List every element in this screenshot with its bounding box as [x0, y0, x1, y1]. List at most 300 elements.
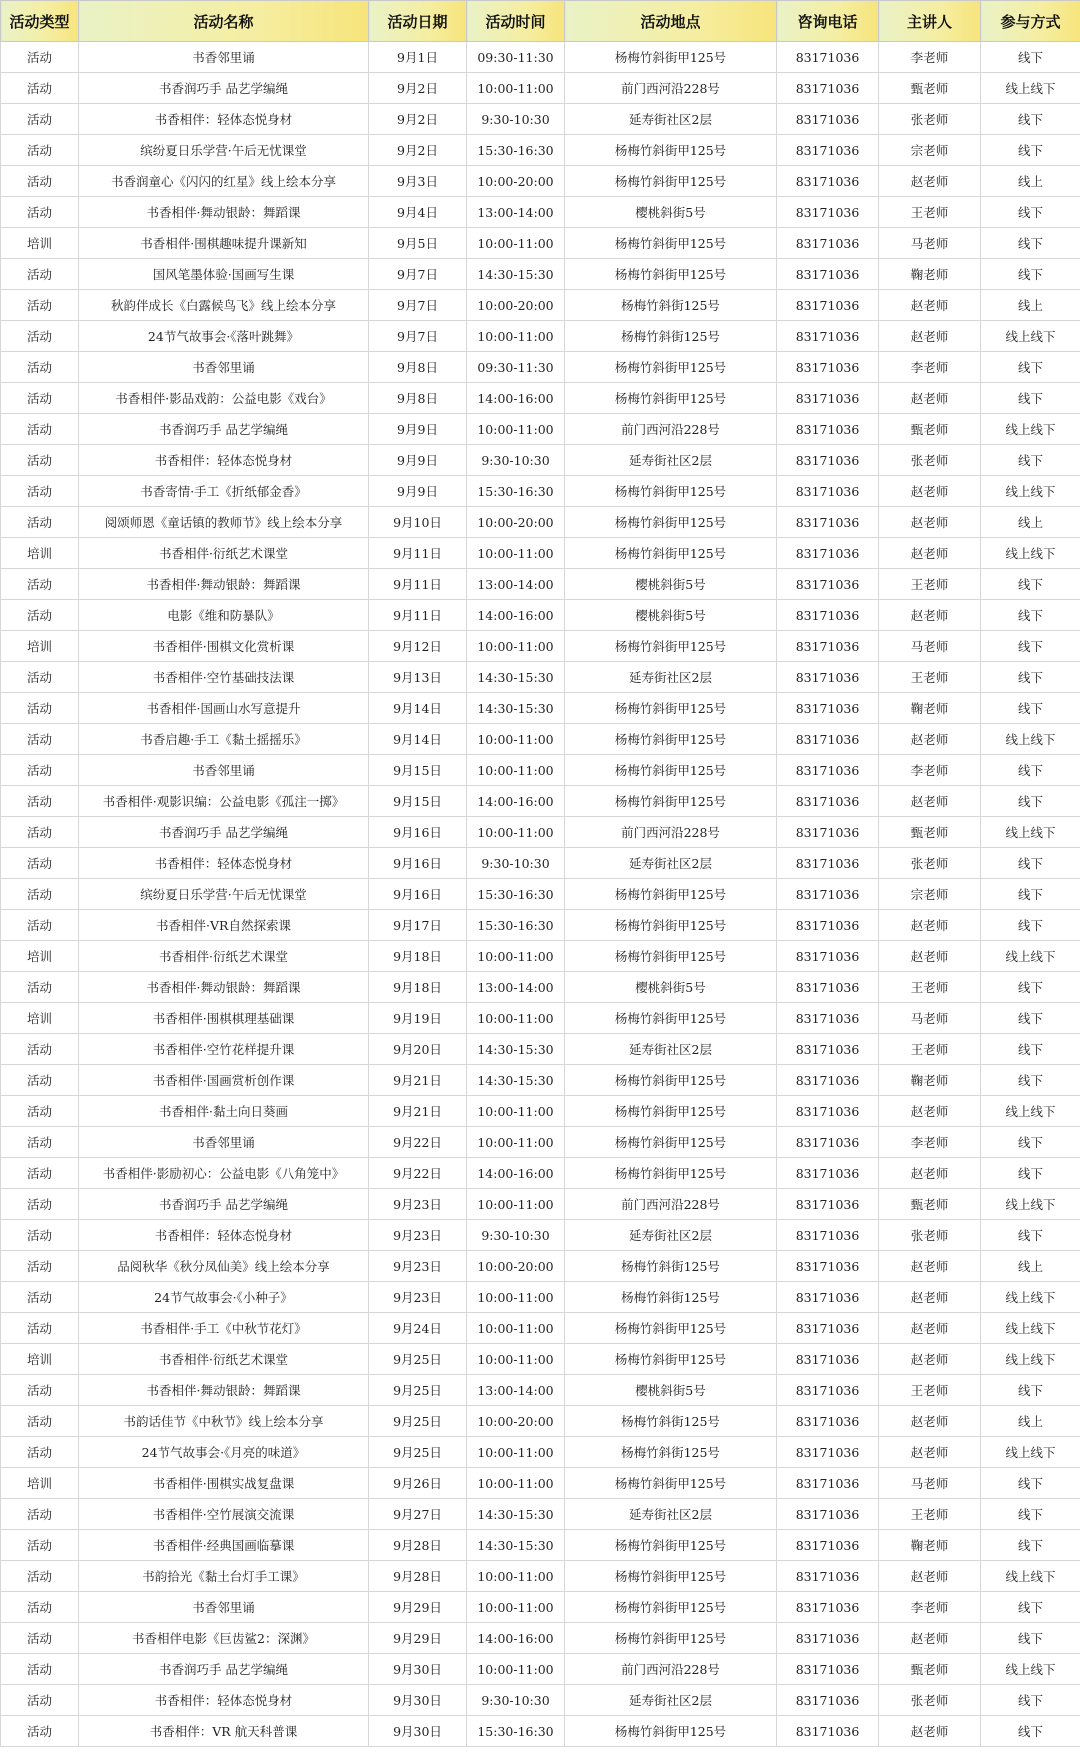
- cell-type: 活动: [1, 445, 79, 476]
- cell-type: 活动: [1, 724, 79, 755]
- table-row: [1, 972, 1080, 1003]
- cell-name: 书香邻里诵: [79, 755, 369, 786]
- cell-name: 书香相伴·围棋趣味提升课新知: [79, 228, 369, 259]
- cell-time: 13:00-14:00: [467, 569, 565, 600]
- cell-date: 9月7日: [369, 290, 467, 321]
- cell-speaker: 赵老师: [879, 1437, 981, 1468]
- cell-speaker: 赵老师: [879, 383, 981, 414]
- cell-mode: 线上线下: [981, 1096, 1080, 1127]
- cell-type: 活动: [1, 383, 79, 414]
- cell-type: 活动: [1, 755, 79, 786]
- cell-mode: 线下: [981, 662, 1080, 693]
- table-row: [1, 1499, 1080, 1530]
- cell-mode: 线上线下: [981, 414, 1080, 445]
- cell-name: 书香寄情·手工《折纸郁金香》: [79, 476, 369, 507]
- cell-mode: 线下: [981, 135, 1080, 166]
- cell-mode: 线下: [981, 910, 1080, 941]
- header-name: 活动名称: [79, 1, 369, 42]
- cell-name: 书香相伴：轻体态悦身材: [79, 104, 369, 135]
- cell-mode: 线下: [981, 197, 1080, 228]
- cell-mode: 线下: [981, 445, 1080, 476]
- cell-mode: 线上: [981, 1406, 1080, 1437]
- cell-type: 活动: [1, 1127, 79, 1158]
- cell-type: 活动: [1, 197, 79, 228]
- cell-time: 10:00-20:00: [467, 1406, 565, 1437]
- cell-name: 书香润巧手 品艺学编绳: [79, 73, 369, 104]
- cell-speaker: 宗老师: [879, 879, 981, 910]
- cell-name: 24节气故事会·《落叶跳舞》: [79, 321, 369, 352]
- cell-name: 书韵拾光《黏土台灯手工课》: [79, 1561, 369, 1592]
- cell-location: 延寿街社区2层: [565, 1685, 777, 1716]
- cell-phone: 83171036: [777, 693, 879, 724]
- table-row: [1, 1716, 1080, 1747]
- cell-mode: 线下: [981, 1716, 1080, 1747]
- cell-time: 10:00-11:00: [467, 538, 565, 569]
- header-location: 活动地点: [565, 1, 777, 42]
- table-row: [1, 848, 1080, 879]
- table-row: [1, 1375, 1080, 1406]
- cell-speaker: 马老师: [879, 1003, 981, 1034]
- cell-phone: 83171036: [777, 1065, 879, 1096]
- table-row: [1, 321, 1080, 352]
- cell-time: 10:00-11:00: [467, 1189, 565, 1220]
- cell-date: 9月25日: [369, 1406, 467, 1437]
- cell-speaker: 赵老师: [879, 538, 981, 569]
- cell-location: 樱桃斜街5号: [565, 972, 777, 1003]
- cell-location: 樱桃斜街5号: [565, 197, 777, 228]
- cell-type: 活动: [1, 1654, 79, 1685]
- table-row: [1, 445, 1080, 476]
- cell-location: 杨梅竹斜街甲125号: [565, 507, 777, 538]
- cell-location: 杨梅竹斜街甲125号: [565, 1065, 777, 1096]
- cell-time: 10:00-11:00: [467, 1096, 565, 1127]
- cell-name: 书香相伴·VR自然探索课: [79, 910, 369, 941]
- cell-phone: 83171036: [777, 1437, 879, 1468]
- cell-speaker: 鞠老师: [879, 1530, 981, 1561]
- cell-type: 活动: [1, 786, 79, 817]
- cell-phone: 83171036: [777, 1561, 879, 1592]
- cell-date: 9月7日: [369, 259, 467, 290]
- cell-speaker: 马老师: [879, 228, 981, 259]
- cell-type: 活动: [1, 1251, 79, 1282]
- cell-date: 9月22日: [369, 1127, 467, 1158]
- cell-time: 10:00-20:00: [467, 166, 565, 197]
- table-row: [1, 1530, 1080, 1561]
- cell-type: 培训: [1, 228, 79, 259]
- cell-time: 10:00-11:00: [467, 1654, 565, 1685]
- cell-time: 14:30-15:30: [467, 1530, 565, 1561]
- cell-type: 培训: [1, 631, 79, 662]
- cell-date: 9月11日: [369, 600, 467, 631]
- cell-location: 杨梅竹斜街甲125号: [565, 259, 777, 290]
- cell-location: 杨梅竹斜街125号: [565, 321, 777, 352]
- cell-time: 15:30-16:30: [467, 476, 565, 507]
- table-row: [1, 1065, 1080, 1096]
- table-row: [1, 1685, 1080, 1716]
- cell-location: 杨梅竹斜街甲125号: [565, 1096, 777, 1127]
- cell-speaker: 王老师: [879, 972, 981, 1003]
- cell-location: 杨梅竹斜街甲125号: [565, 1592, 777, 1623]
- cell-mode: 线下: [981, 42, 1080, 73]
- cell-name: 24节气故事会·《月亮的味道》: [79, 1437, 369, 1468]
- cell-location: 杨梅竹斜街甲125号: [565, 476, 777, 507]
- cell-time: 9:30-10:30: [467, 1220, 565, 1251]
- cell-phone: 83171036: [777, 879, 879, 910]
- header-time: 活动时间: [467, 1, 565, 42]
- table-row: [1, 1127, 1080, 1158]
- cell-mode: 线下: [981, 1065, 1080, 1096]
- cell-date: 9月1日: [369, 42, 467, 73]
- table-row: [1, 507, 1080, 538]
- cell-mode: 线下: [981, 1034, 1080, 1065]
- cell-type: 培训: [1, 941, 79, 972]
- cell-phone: 83171036: [777, 197, 879, 228]
- cell-name: 书香相伴·舞动银龄：舞蹈课: [79, 1375, 369, 1406]
- cell-speaker: 赵老师: [879, 1313, 981, 1344]
- cell-name: 书香相伴：轻体态悦身材: [79, 445, 369, 476]
- cell-time: 10:00-11:00: [467, 1561, 565, 1592]
- table-row: [1, 1003, 1080, 1034]
- cell-time: 14:30-15:30: [467, 1034, 565, 1065]
- header-date: 活动日期: [369, 1, 467, 42]
- cell-type: 活动: [1, 972, 79, 1003]
- cell-time: 10:00-11:00: [467, 631, 565, 662]
- table-row: [1, 1034, 1080, 1065]
- table-row: [1, 1313, 1080, 1344]
- cell-phone: 83171036: [777, 1406, 879, 1437]
- cell-mode: 线上线下: [981, 1561, 1080, 1592]
- cell-location: 杨梅竹斜街甲125号: [565, 755, 777, 786]
- cell-speaker: 赵老师: [879, 1158, 981, 1189]
- table-row: [1, 414, 1080, 445]
- cell-phone: 83171036: [777, 662, 879, 693]
- cell-date: 9月24日: [369, 1313, 467, 1344]
- cell-type: 活动: [1, 879, 79, 910]
- cell-phone: 83171036: [777, 1189, 879, 1220]
- cell-time: 10:00-11:00: [467, 228, 565, 259]
- cell-type: 活动: [1, 1592, 79, 1623]
- table-row: [1, 1406, 1080, 1437]
- cell-speaker: 张老师: [879, 445, 981, 476]
- cell-name: 书香润童心《闪闪的红星》线上绘本分享: [79, 166, 369, 197]
- cell-mode: 线上线下: [981, 1282, 1080, 1313]
- cell-name: 阅颂师恩《童话镇的教师节》线上绘本分享: [79, 507, 369, 538]
- cell-location: 杨梅竹斜街甲125号: [565, 383, 777, 414]
- table-row: [1, 290, 1080, 321]
- cell-date: 9月28日: [369, 1530, 467, 1561]
- cell-speaker: 王老师: [879, 1499, 981, 1530]
- cell-date: 9月22日: [369, 1158, 467, 1189]
- cell-name: 书香相伴·经典国画临摹课: [79, 1530, 369, 1561]
- cell-type: 活动: [1, 1499, 79, 1530]
- cell-time: 10:00-11:00: [467, 1344, 565, 1375]
- cell-time: 10:00-11:00: [467, 1282, 565, 1313]
- table-row: [1, 1468, 1080, 1499]
- cell-phone: 83171036: [777, 1375, 879, 1406]
- cell-mode: 线下: [981, 1468, 1080, 1499]
- cell-location: 杨梅竹斜街甲125号: [565, 1127, 777, 1158]
- cell-type: 活动: [1, 507, 79, 538]
- cell-date: 9月17日: [369, 910, 467, 941]
- cell-speaker: 赵老师: [879, 1623, 981, 1654]
- cell-location: 杨梅竹斜街125号: [565, 1251, 777, 1282]
- cell-time: 10:00-11:00: [467, 1592, 565, 1623]
- cell-date: 9月25日: [369, 1344, 467, 1375]
- cell-time: 14:00-16:00: [467, 786, 565, 817]
- cell-phone: 83171036: [777, 135, 879, 166]
- cell-location: 杨梅竹斜街甲125号: [565, 693, 777, 724]
- cell-time: 10:00-20:00: [467, 507, 565, 538]
- header-speaker: 主讲人: [879, 1, 981, 42]
- table-row: [1, 1158, 1080, 1189]
- header-row: [1, 1, 1080, 42]
- cell-phone: 83171036: [777, 1003, 879, 1034]
- cell-name: 书香相伴·空竹花样提升课: [79, 1034, 369, 1065]
- cell-mode: 线下: [981, 1375, 1080, 1406]
- table-row: [1, 73, 1080, 104]
- cell-date: 9月23日: [369, 1282, 467, 1313]
- cell-name: 书香润巧手 品艺学编绳: [79, 817, 369, 848]
- cell-phone: 83171036: [777, 352, 879, 383]
- cell-location: 延寿街社区2层: [565, 104, 777, 135]
- cell-mode: 线上线下: [981, 1344, 1080, 1375]
- cell-speaker: 李老师: [879, 1592, 981, 1623]
- cell-date: 9月27日: [369, 1499, 467, 1530]
- cell-location: 杨梅竹斜街甲125号: [565, 352, 777, 383]
- cell-phone: 83171036: [777, 1530, 879, 1561]
- cell-date: 9月10日: [369, 507, 467, 538]
- cell-type: 活动: [1, 321, 79, 352]
- cell-type: 活动: [1, 1375, 79, 1406]
- cell-speaker: 赵老师: [879, 724, 981, 755]
- cell-time: 13:00-14:00: [467, 1375, 565, 1406]
- cell-location: 杨梅竹斜街甲125号: [565, 538, 777, 569]
- cell-location: 杨梅竹斜街125号: [565, 290, 777, 321]
- cell-location: 延寿街社区2层: [565, 1220, 777, 1251]
- cell-name: 书香相伴·舞动银龄：舞蹈课: [79, 197, 369, 228]
- cell-mode: 线下: [981, 755, 1080, 786]
- cell-speaker: 赵老师: [879, 1406, 981, 1437]
- cell-time: 13:00-14:00: [467, 972, 565, 1003]
- cell-phone: 83171036: [777, 538, 879, 569]
- cell-phone: 83171036: [777, 1592, 879, 1623]
- cell-time: 10:00-11:00: [467, 414, 565, 445]
- table-row: [1, 166, 1080, 197]
- cell-mode: 线上线下: [981, 1189, 1080, 1220]
- cell-mode: 线下: [981, 104, 1080, 135]
- cell-date: 9月15日: [369, 755, 467, 786]
- cell-speaker: 赵老师: [879, 476, 981, 507]
- cell-time: 14:00-16:00: [467, 1158, 565, 1189]
- cell-name: 书香润巧手 品艺学编绳: [79, 414, 369, 445]
- cell-speaker: 王老师: [879, 1375, 981, 1406]
- cell-date: 9月8日: [369, 383, 467, 414]
- cell-location: 杨梅竹斜街甲125号: [565, 1468, 777, 1499]
- cell-date: 9月28日: [369, 1561, 467, 1592]
- cell-date: 9月21日: [369, 1065, 467, 1096]
- cell-time: 10:00-11:00: [467, 73, 565, 104]
- cell-location: 杨梅竹斜街甲125号: [565, 1623, 777, 1654]
- cell-type: 活动: [1, 1034, 79, 1065]
- cell-speaker: 马老师: [879, 631, 981, 662]
- cell-type: 活动: [1, 73, 79, 104]
- cell-mode: 线下: [981, 786, 1080, 817]
- cell-date: 9月30日: [369, 1685, 467, 1716]
- cell-location: 杨梅竹斜街甲125号: [565, 1158, 777, 1189]
- cell-date: 9月11日: [369, 538, 467, 569]
- cell-time: 15:30-16:30: [467, 910, 565, 941]
- cell-mode: 线下: [981, 879, 1080, 910]
- cell-speaker: 宗老师: [879, 135, 981, 166]
- cell-name: 书香相伴·围棋棋理基础课: [79, 1003, 369, 1034]
- cell-speaker: 甄老师: [879, 73, 981, 104]
- cell-name: 国风笔墨体验·国画写生课: [79, 259, 369, 290]
- cell-phone: 83171036: [777, 73, 879, 104]
- cell-location: 杨梅竹斜街甲125号: [565, 1003, 777, 1034]
- cell-date: 9月8日: [369, 352, 467, 383]
- cell-mode: 线下: [981, 228, 1080, 259]
- cell-phone: 83171036: [777, 1034, 879, 1065]
- cell-location: 樱桃斜街5号: [565, 1375, 777, 1406]
- cell-location: 樱桃斜街5号: [565, 600, 777, 631]
- header-phone: 咨询电话: [777, 1, 879, 42]
- cell-mode: 线下: [981, 1003, 1080, 1034]
- cell-phone: 83171036: [777, 1499, 879, 1530]
- cell-location: 前门西河沿228号: [565, 414, 777, 445]
- cell-location: 杨梅竹斜街甲125号: [565, 1561, 777, 1592]
- cell-mode: 线上线下: [981, 73, 1080, 104]
- table-row: [1, 1592, 1080, 1623]
- cell-date: 9月13日: [369, 662, 467, 693]
- cell-time: 10:00-11:00: [467, 941, 565, 972]
- cell-name: 书香润巧手 品艺学编绳: [79, 1654, 369, 1685]
- cell-name: 书韵话佳节《中秋节》线上绘本分享: [79, 1406, 369, 1437]
- table-row: [1, 662, 1080, 693]
- cell-type: 活动: [1, 600, 79, 631]
- cell-name: 书香相伴·空竹基础技法课: [79, 662, 369, 693]
- cell-phone: 83171036: [777, 755, 879, 786]
- cell-type: 活动: [1, 817, 79, 848]
- cell-name: 书香相伴·影品戏韵：公益电影《戏台》: [79, 383, 369, 414]
- cell-phone: 83171036: [777, 42, 879, 73]
- cell-mode: 线下: [981, 259, 1080, 290]
- cell-name: 书香邻里诵: [79, 1127, 369, 1158]
- cell-date: 9月9日: [369, 476, 467, 507]
- cell-phone: 83171036: [777, 910, 879, 941]
- cell-mode: 线上线下: [981, 941, 1080, 972]
- cell-name: 书香相伴·手工《中秋节花灯》: [79, 1313, 369, 1344]
- cell-date: 9月30日: [369, 1654, 467, 1685]
- cell-speaker: 甄老师: [879, 1654, 981, 1685]
- cell-mode: 线下: [981, 352, 1080, 383]
- cell-name: 书香相伴·空竹展演交流课: [79, 1499, 369, 1530]
- cell-type: 活动: [1, 259, 79, 290]
- cell-date: 9月16日: [369, 848, 467, 879]
- table-row: [1, 104, 1080, 135]
- table-row: [1, 755, 1080, 786]
- cell-date: 9月5日: [369, 228, 467, 259]
- cell-name: 缤纷夏日乐学营·午后无忧课堂: [79, 135, 369, 166]
- cell-type: 活动: [1, 135, 79, 166]
- cell-time: 14:30-15:30: [467, 662, 565, 693]
- cell-mode: 线下: [981, 1127, 1080, 1158]
- cell-name: 书香相伴·观影识编：公益电影《孤注一掷》: [79, 786, 369, 817]
- cell-time: 10:00-11:00: [467, 1437, 565, 1468]
- cell-phone: 83171036: [777, 476, 879, 507]
- table-row: [1, 724, 1080, 755]
- cell-speaker: 马老师: [879, 1468, 981, 1499]
- cell-date: 9月11日: [369, 569, 467, 600]
- table-header: [1, 1, 1080, 42]
- cell-location: 延寿街社区2层: [565, 1034, 777, 1065]
- cell-date: 9月4日: [369, 197, 467, 228]
- table-row: [1, 352, 1080, 383]
- cell-type: 活动: [1, 42, 79, 73]
- cell-name: 品阅秋华《秋分凤仙美》线上绘本分享: [79, 1251, 369, 1282]
- table-row: [1, 1282, 1080, 1313]
- cell-mode: 线下: [981, 1623, 1080, 1654]
- cell-speaker: 赵老师: [879, 1282, 981, 1313]
- cell-date: 9月18日: [369, 941, 467, 972]
- cell-location: 延寿街社区2层: [565, 1499, 777, 1530]
- cell-date: 9月9日: [369, 414, 467, 445]
- table-row: [1, 817, 1080, 848]
- cell-type: 活动: [1, 1437, 79, 1468]
- cell-mode: 线上: [981, 166, 1080, 197]
- cell-name: 书香相伴：轻体态悦身材: [79, 1220, 369, 1251]
- cell-time: 9:30-10:30: [467, 104, 565, 135]
- cell-mode: 线下: [981, 1158, 1080, 1189]
- cell-phone: 83171036: [777, 1313, 879, 1344]
- cell-mode: 线上: [981, 507, 1080, 538]
- table-row: [1, 135, 1080, 166]
- cell-phone: 83171036: [777, 290, 879, 321]
- cell-type: 活动: [1, 1096, 79, 1127]
- cell-name: 电影《维和防暴队》: [79, 600, 369, 631]
- cell-name: 书香相伴·影励初心：公益电影《八角笼中》: [79, 1158, 369, 1189]
- table-row: [1, 383, 1080, 414]
- cell-phone: 83171036: [777, 600, 879, 631]
- cell-mode: 线上线下: [981, 476, 1080, 507]
- cell-name: 书香相伴·舞动银龄：舞蹈课: [79, 972, 369, 1003]
- cell-speaker: 赵老师: [879, 1251, 981, 1282]
- cell-name: 书香相伴电影《巨齿鲨2：深渊》: [79, 1623, 369, 1654]
- cell-phone: 83171036: [777, 569, 879, 600]
- cell-speaker: 王老师: [879, 1034, 981, 1065]
- cell-type: 活动: [1, 1623, 79, 1654]
- header-mode: 参与方式: [981, 1, 1080, 42]
- cell-speaker: 赵老师: [879, 786, 981, 817]
- cell-phone: 83171036: [777, 1623, 879, 1654]
- cell-mode: 线下: [981, 1530, 1080, 1561]
- cell-speaker: 赵老师: [879, 166, 981, 197]
- cell-name: 缤纷夏日乐学营·午后无忧课堂: [79, 879, 369, 910]
- cell-speaker: 赵老师: [879, 1096, 981, 1127]
- cell-speaker: 赵老师: [879, 1344, 981, 1375]
- cell-time: 14:00-16:00: [467, 600, 565, 631]
- cell-location: 杨梅竹斜街甲125号: [565, 910, 777, 941]
- cell-time: 10:00-20:00: [467, 290, 565, 321]
- cell-phone: 83171036: [777, 383, 879, 414]
- cell-type: 活动: [1, 166, 79, 197]
- cell-mode: 线上线下: [981, 538, 1080, 569]
- cell-phone: 83171036: [777, 724, 879, 755]
- cell-time: 09:30-11:30: [467, 42, 565, 73]
- cell-mode: 线下: [981, 569, 1080, 600]
- cell-date: 9月16日: [369, 879, 467, 910]
- cell-date: 9月23日: [369, 1189, 467, 1220]
- cell-date: 9月21日: [369, 1096, 467, 1127]
